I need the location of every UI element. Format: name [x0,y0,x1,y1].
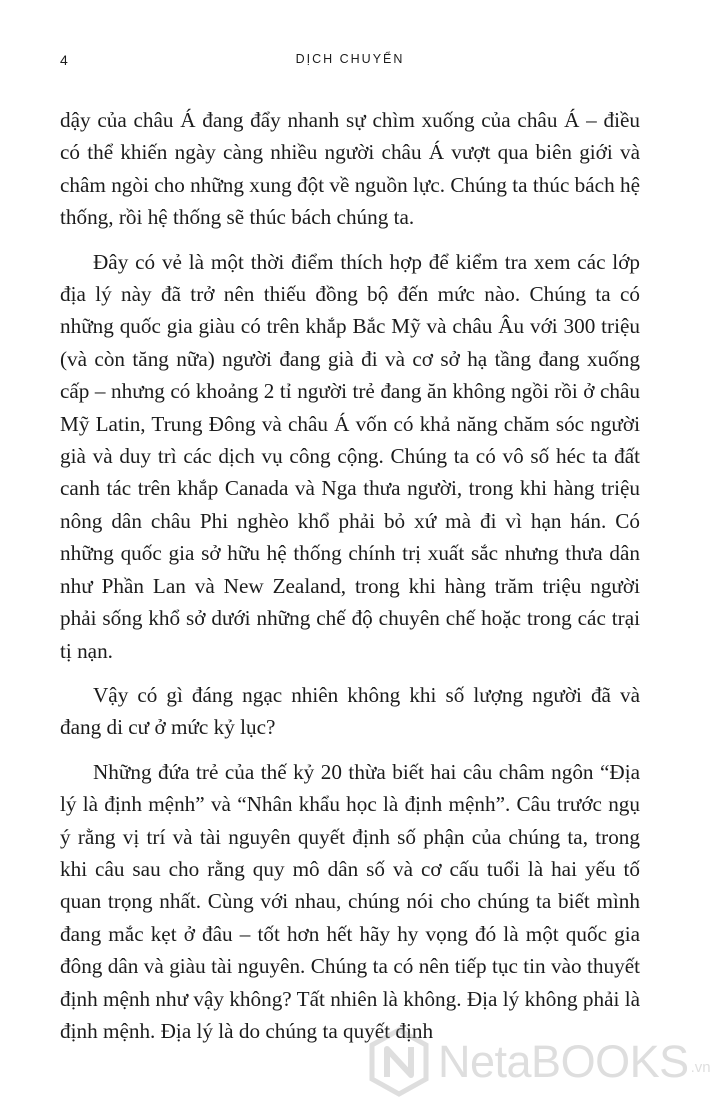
watermark [368,1022,711,1102]
paragraph: dậy của châu Á đang đẩy nhanh sự chìm xuống của châu Á – điều có thể khiến ngày càng nhiều người châu Á vượt qua biên giới và châm ngòi cho những xung đột về nguồn lực. Chúng ta thúc bách hệ thống, rồi hệ thống sẽ thúc bách chúng ta. [60,108,640,230]
watermark-suffix: .vn [690,1059,711,1076]
page-body [60,104,640,1059]
paragraph: Vậy có gì đáng ngạc nhiên không khi số lượng người đã và đang di cư ở mức kỷ lục? [60,682,640,740]
paragraph: Đây có vẻ là một thời điểm thích hợp để kiểm tra xem các lớp địa lý này đã trở nên thiếu đồng bộ đến mức nào. Chúng ta có những quốc gia giàu có trên khắp Bắc Mỹ và châu Âu với 300 triệu (và còn tăng nữa) người đang già đi và cơ sở hạ tầng đang xuống cấp – nhưng có khoảng 2 tỉ người trẻ đang ăn không ngồi rồi ở châu Mỹ Latin, Trung Đông và châu Á vốn có khả năng chăm sóc người già và duy trì các dịch vụ công cộng. Chúng ta có vô số héc ta đất canh tác trên khắp Canada và Nga thưa người, trong khi hàng triệu nông dân châu Phi nghèo khổ phải bỏ xứ mà đi vì hạn hán. Có những quốc gia sở hữu hệ thống chính trị xuất sắc nhưng thưa dân như Phần Lan và New Zealand, trong khi hàng trăm triệu người phải sống khổ sở dưới những chế độ chuyên chế hoặc trong các trại tị nạn. [60,249,640,663]
running-title: DỊCH CHUYỂN [295,52,405,66]
page-number: 4 [60,52,69,68]
paragraph: Những đứa trẻ của thế kỷ 20 thừa biết hai câu châm ngôn “Địa lý là định mệnh” và “Nhân khẩu học là định mệnh”. Câu trước ngụ ý rằng vị trí và tài nguyên quyết định số phận của chúng ta, trong khi câu sau cho rằng quy mô dân số và cơ cấu tuổi là hai yếu tố quan trọng nhất. Cùng với nhau, chúng nói cho chúng ta biết mình đang mắc kẹt ở đâu – tốt hơn hết hãy hy vọng đó là một quốc gia đông dân và giàu tài nguyên. Chúng ta có nên tiếp tục tin vào thuyết định mệnh như vậy không? Tất nhiên là không. Địa lý không phải là định mệnh. Địa lý là do chúng ta quyết định [60,759,640,1043]
watermark-brand: NetaBOOKS [438,1036,689,1087]
netabooks-n-hexagon-icon [368,1027,430,1097]
